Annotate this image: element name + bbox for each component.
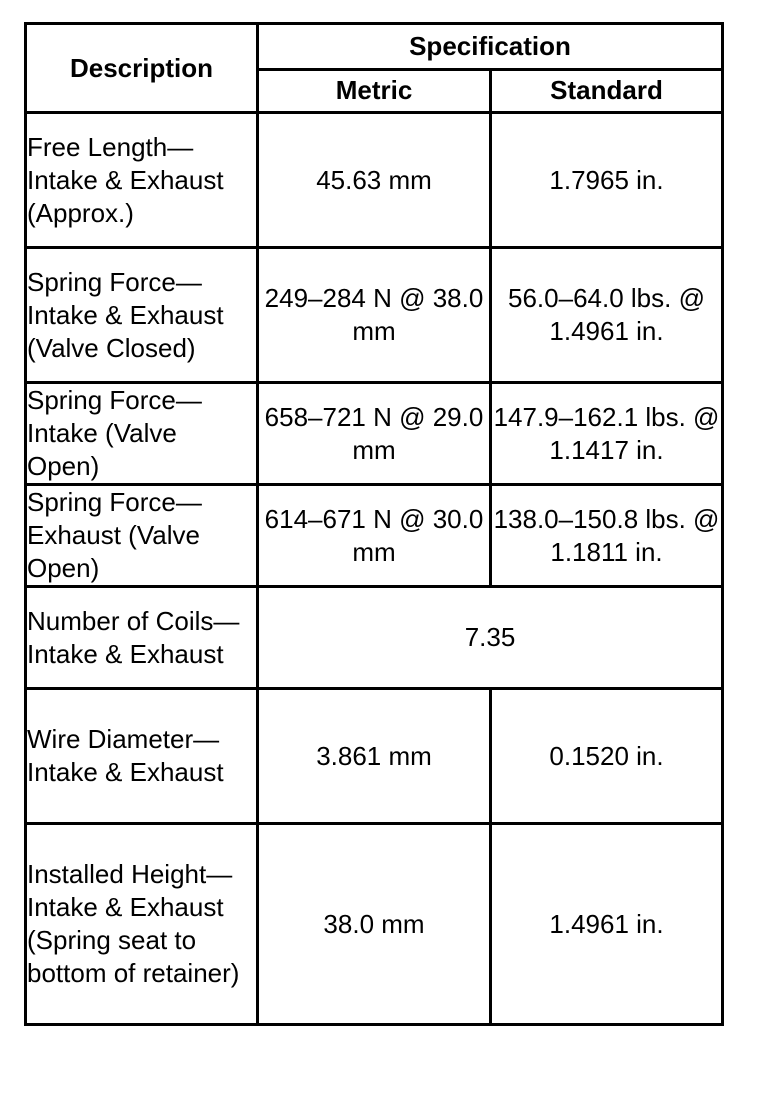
table-row	[26, 587, 723, 689]
table-row	[26, 248, 723, 383]
specification-table	[24, 22, 724, 1026]
row-metric: 3.861 mm	[258, 689, 491, 824]
row-description: Number of Coils—Intake & Exhaust	[26, 587, 258, 689]
row-description: Installed Height—Intake & Exhaust (Spring seat to bottom of retainer)	[26, 824, 258, 1025]
row-standard: 1.4961 in.	[491, 824, 723, 1025]
row-metric: 658–721 N @ 29.0 mm	[258, 383, 491, 485]
row-standard: 1.7965 in.	[491, 113, 723, 248]
row-description: Spring Force—Intake (Valve Open)	[26, 383, 258, 485]
table-row	[26, 689, 723, 824]
row-description: Wire Diameter—Intake & Exhaust	[26, 689, 258, 824]
row-metric: 45.63 mm	[258, 113, 491, 248]
row-standard: 147.9–162.1 lbs. @ 1.1417 in.	[491, 383, 723, 485]
metric-header: Metric	[258, 69, 491, 113]
row-combined-value: 7.35	[258, 587, 723, 689]
row-description: Spring Force—Exhaust (Valve Open)	[26, 485, 258, 587]
description-header: Description	[26, 24, 258, 113]
row-metric: 38.0 mm	[258, 824, 491, 1025]
row-description: Spring Force—Intake & Exhaust (Valve Closed)	[26, 248, 258, 383]
row-description: Free Length—Intake & Exhaust (Approx.)	[26, 113, 258, 248]
row-standard: 56.0–64.0 lbs. @ 1.4961 in.	[491, 248, 723, 383]
table-row	[26, 113, 723, 248]
row-standard: 0.1520 in.	[491, 689, 723, 824]
row-metric: 249–284 N @ 38.0 mm	[258, 248, 491, 383]
row-standard: 138.0–150.8 lbs. @ 1.1811 in.	[491, 485, 723, 587]
table-row	[26, 383, 723, 485]
row-metric: 614–671 N @ 30.0 mm	[258, 485, 491, 587]
table-row	[26, 485, 723, 587]
standard-header: Standard	[491, 69, 723, 113]
specification-header: Specification	[258, 24, 723, 70]
table-row	[26, 824, 723, 1025]
